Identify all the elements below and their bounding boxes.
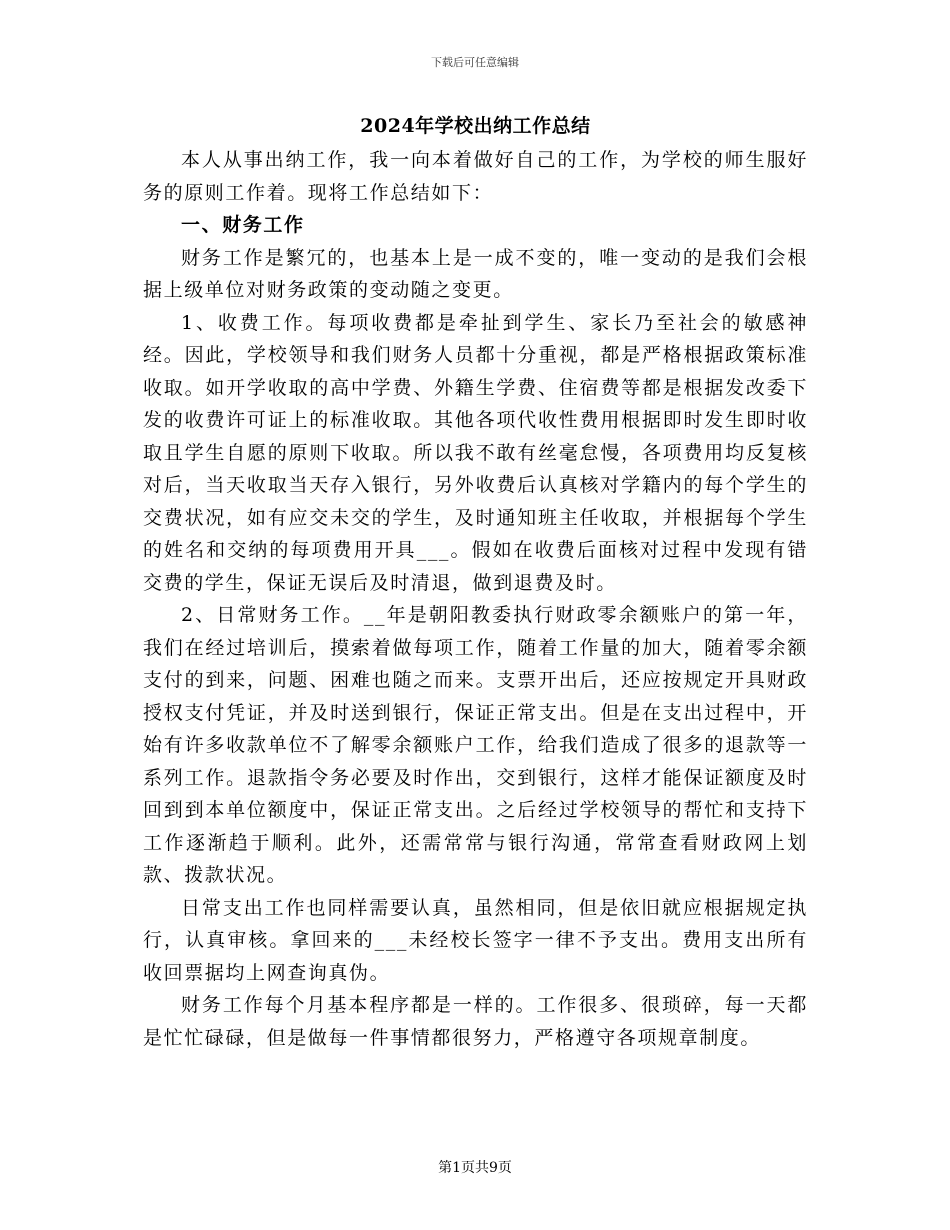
- intro-paragraph: 本人从事出纳工作，我一向本着做好自己的工作，为学校的师生服好务的原则工作着。现将工作总结如下：: [143, 149, 808, 204]
- paragraph-fee-collection: 1、收费工作。每项收费都是牵扯到学生、家长乃至社会的敏感神经。因此，学校领导和我们财务人员都十分重视，都是严格根据政策标准收取。如开学收取的高中学费、外籍生学费、住宿费等都是根据发改委下发的收费许可证上的标准收取。其他各项代收性费用根据即时发生即时收取且学生自愿的原则下收取。所以我不敢有丝毫怠慢，各项费用均反复核对后，当天收取当天存入银行，另外收费后认真核对学籍内的每个学生的交费状况，如有应交未交的学生，及时通知班主任收取，并根据每个学生的姓名和交纳的每项费用开具___。假如在收费后面核对过程中发现有错交费的学生，保证无误后及时清退，做到退费及时。: [143, 311, 808, 594]
- document-title: 2024年学校出纳工作总结: [360, 115, 591, 137]
- paragraph-daily-finance: 2、日常财务工作。__年是朝阳教委执行财政零余额账户的第一年，我们在经过培训后，摸索着做每项工作，随着工作量的加大，随着零余额支付的到来，问题、困难也随之而来。支票开出后，还应按规定开具财政授权支付凭证，并及时送到银行，保证正常支出。但是在支出过程中，开始有许多收款单位不了解零余额账户工作，给我们造成了很多的退款等一系列工作。退款指令务必要及时作出，交到银行，这样才能保证额度及时回到到本单位额度中，保证正常支出。之后经过学校领导的帮忙和支持下工作逐渐趋于顺利。此外，还需常常与银行沟通，常常查看财政网上划款、拨款状况。: [143, 604, 808, 886]
- document-body: [143, 112, 808, 1054]
- paragraph-daily-expenses: 日常支出工作也同样需要认真，虽然相同，但是依旧就应根据规定执行，认真审核。拿回来的___未经校长签字一律不予支出。费用支出所有收回票据均上网查询真伪。: [143, 896, 808, 984]
- paragraph-monthly-routine: 财务工作每个月基本程序都是一样的。工作很多、很琐碎，每一天都是忙忙碌碌，但是做每一件事情都很努力，严格遵守各项规章制度。: [143, 994, 808, 1049]
- header-note: 下载后可任意编辑: [431, 56, 519, 69]
- paragraph-finance-overview: 财务工作是繁冗的，也基本上是一成不变的，唯一变动的是我们会根据上级单位对财务政策的变动随之变更。: [143, 246, 808, 301]
- page-indicator: 第1页共9页: [438, 1160, 512, 1176]
- section-heading-finance: 一、财务工作: [181, 214, 305, 236]
